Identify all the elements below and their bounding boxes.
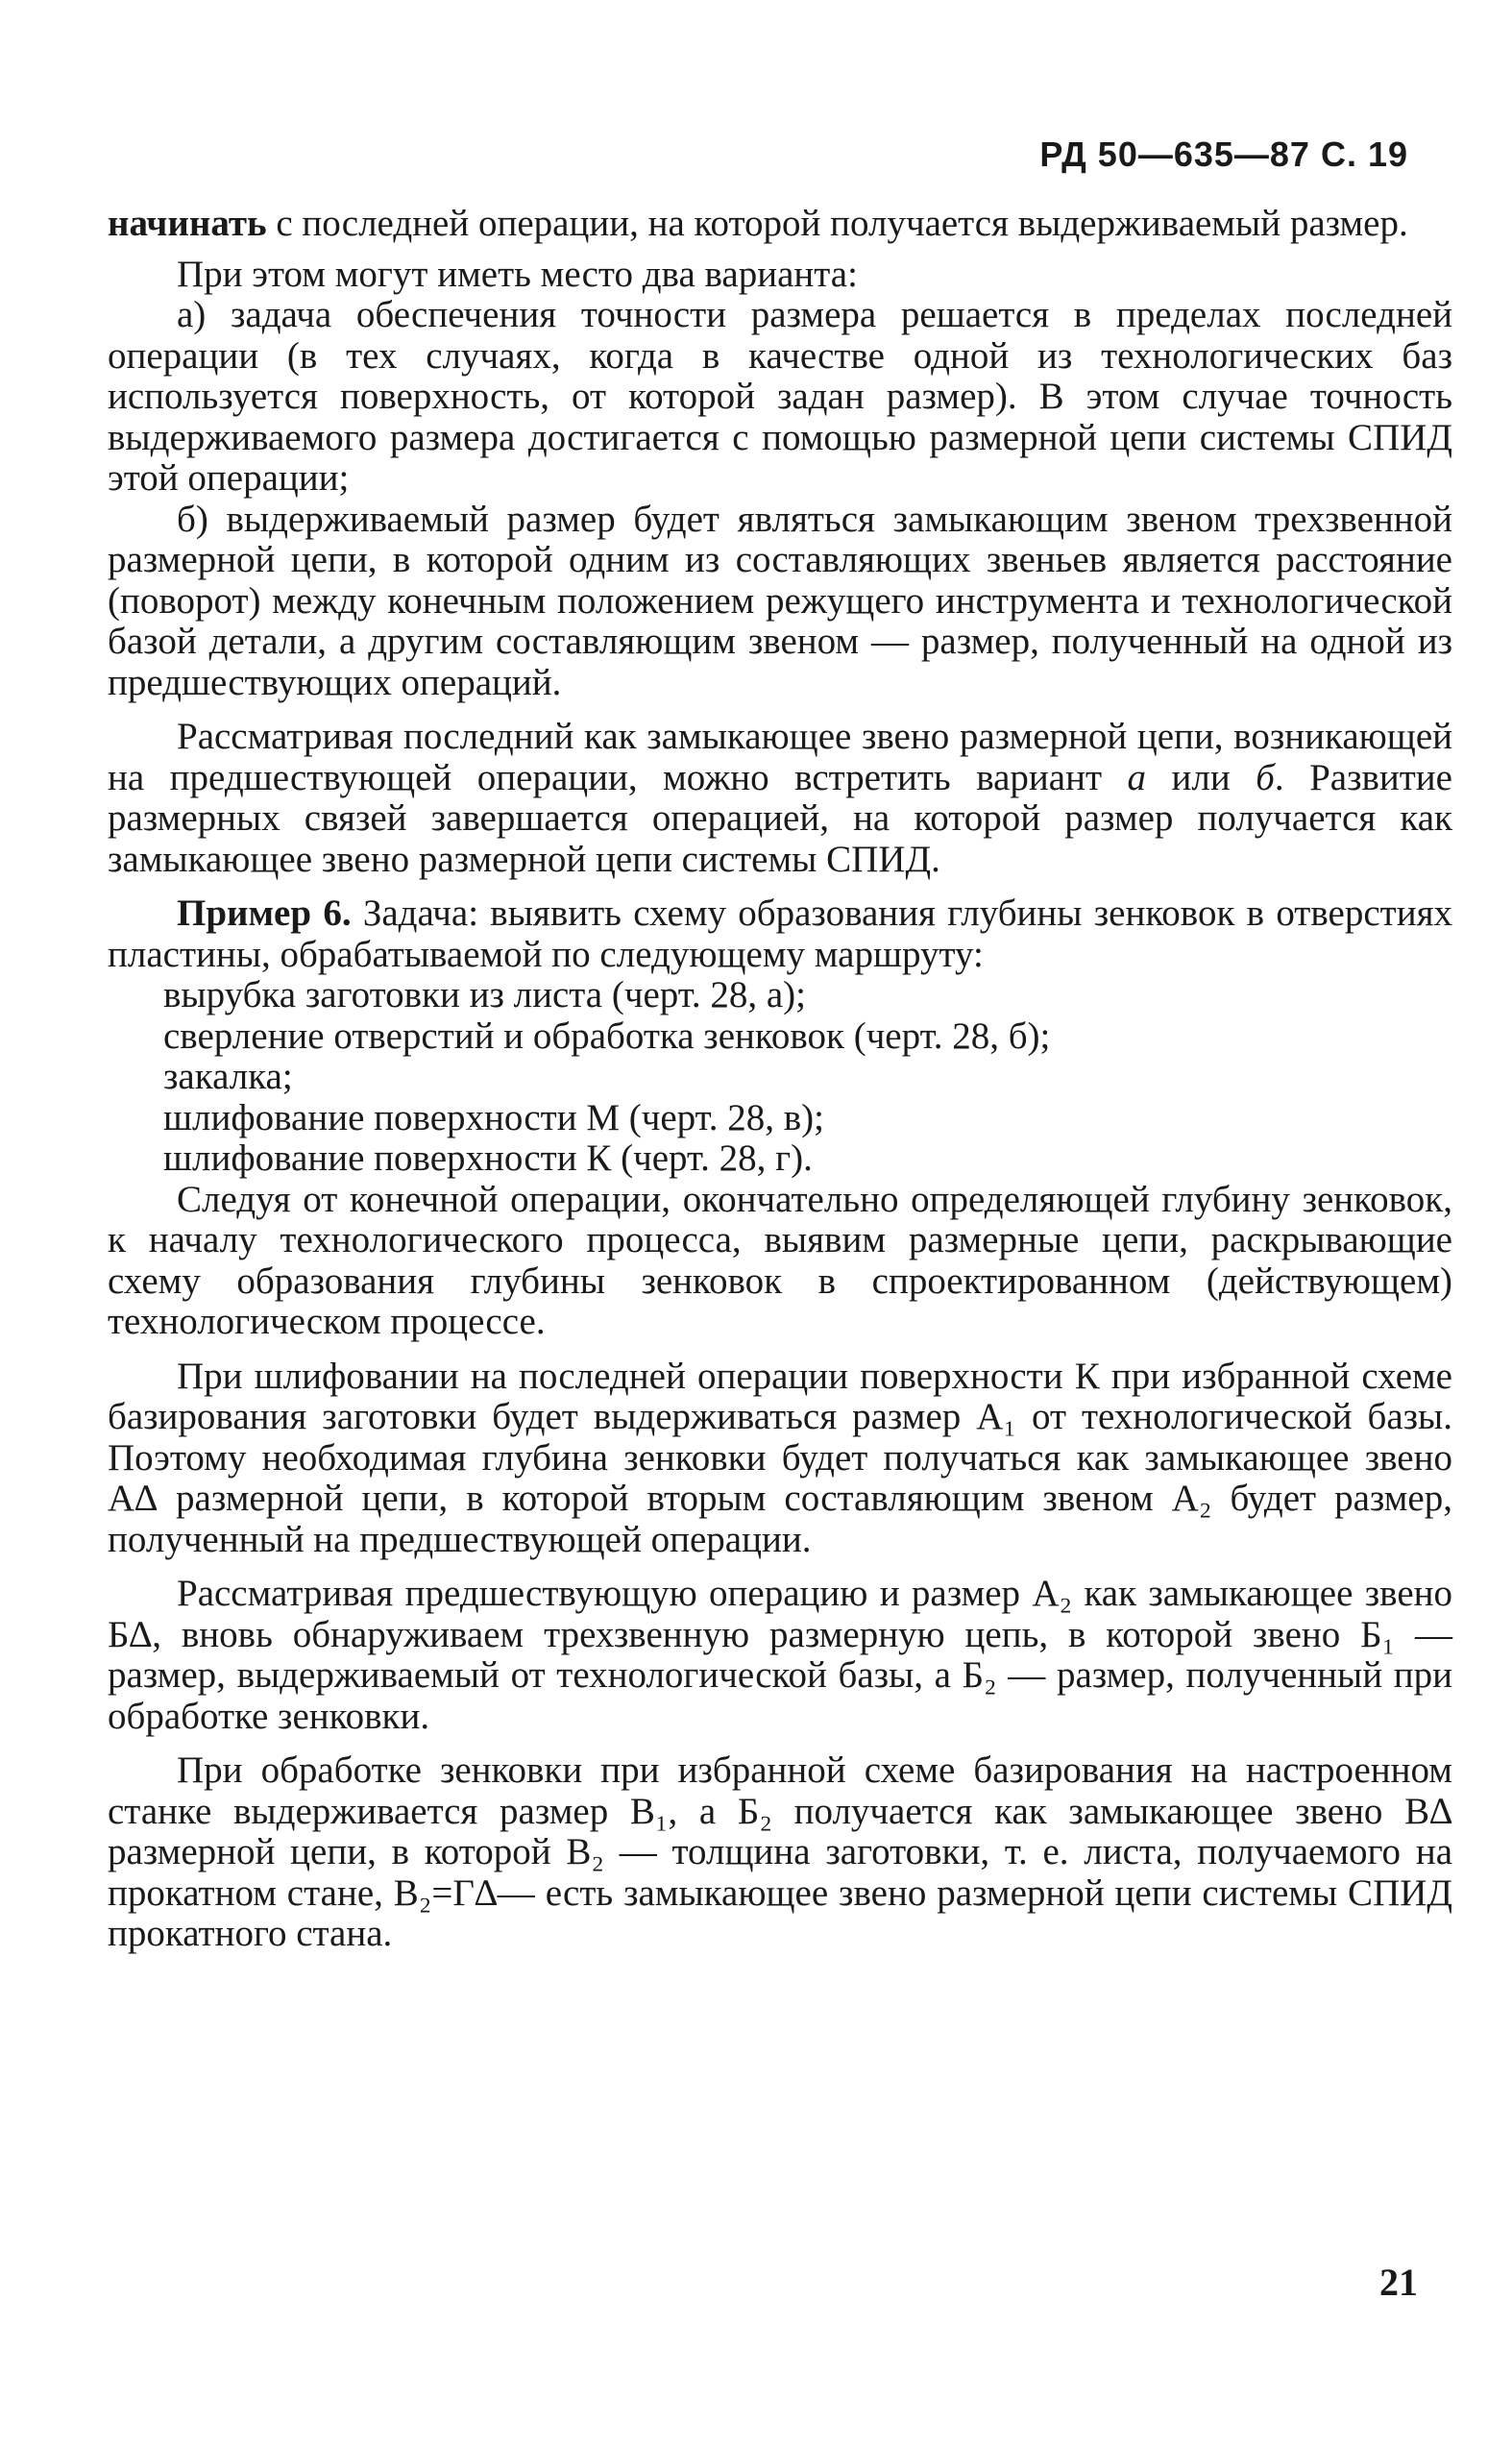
paragraph-7: Следуя от конечной операции, окончательно определяющей глубину зенковок, к началу технологического процесса, выявим размерные цепи, раскрывающие схему образования глубины зенковок в спроектированном (действующем) технологическом процессе.: [108, 1178, 1452, 1342]
paragraph-variant-a: а) задача обеспечения точности размера решается в пределах последней операции (в тех случаях, когда в качестве одной из технологических баз используется поверхность, от которой задан размер). В этом случае точность выдерживаемого размера достигается с помощью размерной цепи системы СПИД этой операции;: [108, 294, 1452, 499]
variant-b-ref: б: [1256, 756, 1275, 798]
route-item: закалка;: [163, 1056, 293, 1097]
running-header: РД 50—635—87 С. 19: [1039, 135, 1408, 174]
paragraph-1-text: с последней операции, на которой получается выдерживаемый размер.: [266, 203, 1408, 244]
example-text: Задача: выявить схему образования глубины зенковок в отверстиях пластины, обрабатываемой по следующему маршруту:: [108, 893, 1453, 975]
route-item: шлифование поверхности М (черт. 28, в);: [163, 1096, 825, 1138]
variant-a-ref: а: [1127, 756, 1146, 798]
bold-lead-word: начинать: [108, 203, 267, 244]
example-label: Пример 6.: [177, 893, 352, 934]
body-text: [108, 204, 1452, 1955]
route-item: сверление отверстий и обработка зенковок (черт. 28, б);: [163, 1015, 1051, 1057]
page-number: 21: [1379, 2261, 1418, 2304]
paragraph-5: Рассматривая последний как замыкающее звено размерной цепи, возникающей на предшествующей операции, можно встретить вариант а или б. Развитие размерных связей завершается операцией, на которой размер получается как замыкающее звено размерной цепи системы СПИД.: [108, 716, 1452, 880]
paragraph-2: При этом могут иметь место два варианта:: [177, 253, 858, 295]
paragraph-10: При обработке зенковки при избранной схеме базирования на настроенном станке выдерживается размер В₁, а Б₂ получается как замыкающее звено В∆ размерной цепи, в которой В₂ — толщина заготовки, т. е. листа, получаемого на прокатном стане, В₂=Г∆— есть замыкающее звено размерной цепи системы СПИД прокатного стана.: [108, 1749, 1452, 1954]
paragraph-1: [108, 204, 1452, 245]
paragraph-8: При шлифовании на последней операции поверхности К при избранной схеме базирования заготовки будет выдерживаться размер А₁ от технологической базы. Поэтому необходимая глубина зенковки будет получаться как замыкающее звено А∆ размерной цепи, в которой вторым составляющим звеном А₂ будет размер, полученный на предшествующей операции.: [108, 1355, 1452, 1560]
paragraph-9: Рассматривая предшествующую операцию и размер А₂ как замыкающее звено Б∆, вновь обнаруживаем трехзвенную размерную цепь, в которой звено Б₁ — размер, выдерживаемый от технологической базы, а Б₂ — размер, полученный при обработке зенковки.: [108, 1573, 1452, 1737]
route-item: вырубка заготовки из листа (черт. 28, а);: [163, 974, 806, 1015]
route-item: шлифование поверхности К (черт. 28, г).: [163, 1137, 813, 1179]
paragraph-variant-b: б) выдерживаемый размер будет являться замыкающим звеном трехзвенной размерной цепи, в которой одним из составляющих звеньев является расстояние (поворот) между конечным положением режущего инструмента и технологической базой детали, а другим составляющим звеном — размер, полученный на одной из предшествующих операций.: [108, 498, 1452, 703]
example-paragraph: [108, 893, 1452, 975]
